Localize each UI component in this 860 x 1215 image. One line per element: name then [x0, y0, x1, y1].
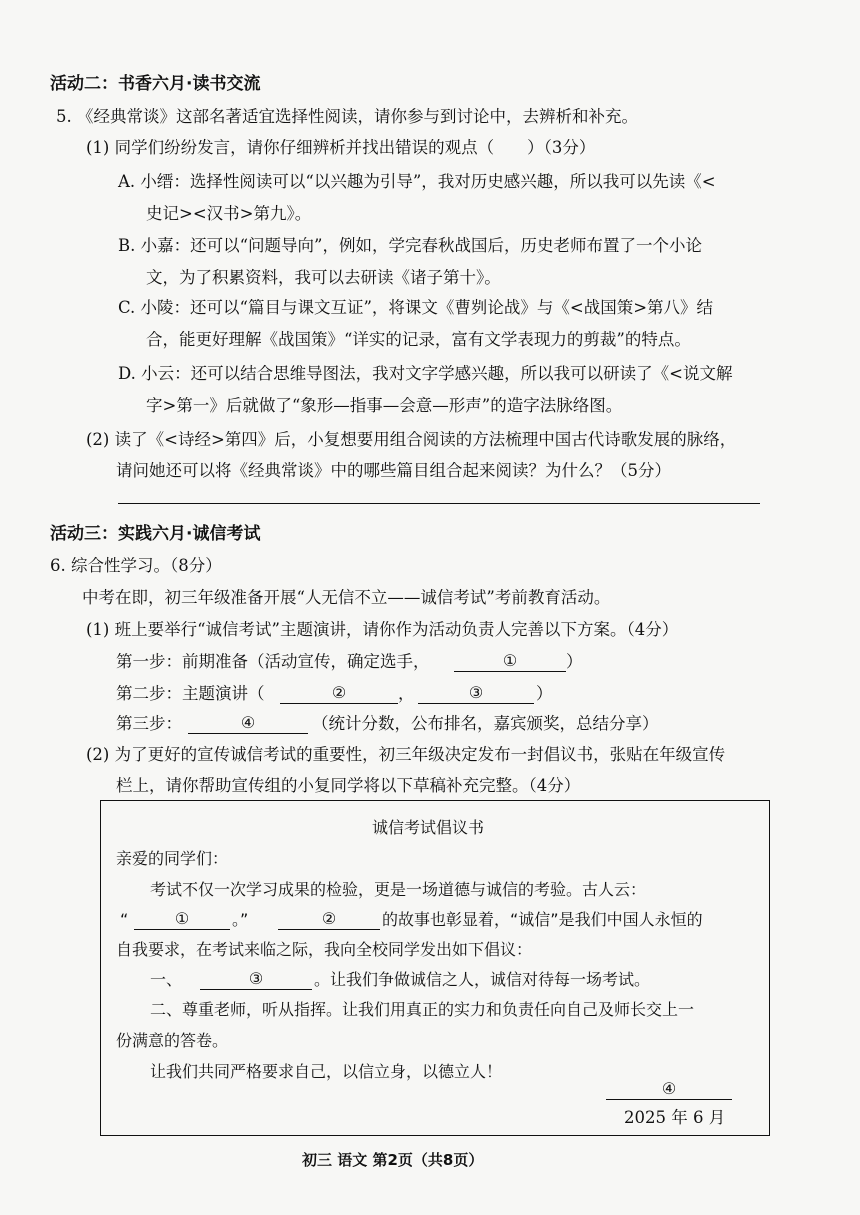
page-footer: 初三 语文 第2页（共8页） [302, 1151, 484, 1169]
step2-comma: ， [398, 684, 415, 703]
question-6-stem: 6. 综合性学习。（8分） [50, 556, 222, 575]
letter-paragraph-1: 考试不仅一次学习成果的检验，更是一场道德与诚信的考验。古人云： [150, 880, 647, 899]
option-d-line1: D. 小云：还可以结合思维导图法，我对文字学感兴趣，所以我可以研读了《<说文解 [118, 364, 733, 383]
letter-title: 诚信考试倡议书 [372, 818, 485, 837]
option-d-line2: 字>第一》后就做了“象形—指事—会意—形声”的造字法脉络图。 [146, 396, 623, 415]
question-6-1-stem: (1) 班上要举行“诚信考试”主题演讲，请你作为活动负责人完善以下方案。（4分） [86, 620, 679, 639]
letter-quote-close: 。” [232, 910, 249, 929]
step2-blank-b[interactable]: ③ [418, 683, 534, 704]
letter-blank-1[interactable]: ① [134, 909, 230, 930]
activity2-title: 活动二：书香六月·读书交流 [50, 74, 261, 94]
step3-prefix: 第三步： [116, 714, 182, 733]
option-b-line1: B. 小嘉：还可以“问题导向”，例如，学完春秋战国后，历史老师布置了一个小论 [118, 236, 702, 255]
option-b-line2: 文，为了积累资料，我可以去研读《诸子第十》。 [146, 268, 501, 287]
option-c-line1: C. 小陵：还可以“篇目与课文互证”，将课文《曹刿论战》与《<战国策>第八》结 [118, 298, 714, 317]
letter-paragraph-2: 的故事也彰显着，“诚信”是我们中国人永恒的 [382, 910, 703, 929]
question-6-intro: 中考在即，初三年级准备开展“人无信不立——诚信考试”考前教育活动。 [82, 588, 611, 607]
letter-paragraph-3: 自我要求，在考试来临之际，我向全校同学发出如下倡议： [116, 940, 533, 959]
step1-blank[interactable]: ① [454, 651, 566, 672]
question-5-2-line1: (2) 读了《<诗经>第四》后，小复想要用组合阅读的方法梳理中国古代诗歌发展的脉络， [86, 430, 737, 449]
letter-date: 2025 年 6 月 [624, 1108, 726, 1127]
step2-prefix: 第二步：主题演讲（ [116, 684, 265, 703]
step1-prefix: 第一步：前期准备（活动宣传，确定选手， [116, 652, 430, 671]
option-a-line2: 史记><汉书>第九》。 [146, 204, 312, 223]
question-5-stem: 5. 《经典常谈》这部名著适宜选择性阅读，请你参与到讨论中，去辨析和补充。 [56, 107, 638, 126]
letter-signature-blank[interactable]: ④ [606, 1079, 732, 1100]
letter-item-1-prefix: 一、 [150, 970, 183, 989]
letter-item-1-text: 。让我们争做诚信之人，诚信对待每一场考试。 [314, 970, 651, 989]
letter-closing: 让我们共同严格要求自己，以信立身，以德立人！ [150, 1062, 503, 1081]
letter-blank-3[interactable]: ③ [200, 969, 312, 990]
answer-line-5-2[interactable] [118, 503, 760, 504]
step2-blank-a[interactable]: ② [280, 683, 398, 704]
question-6-2-line1: (2) 为了更好的宣传诚信考试的重要性，初三年级决定发布一封倡议书，张贴在年级宣传 [86, 745, 726, 764]
letter-blank-2[interactable]: ② [278, 909, 380, 930]
letter-salutation: 亲爱的同学们： [116, 849, 229, 868]
question-6-2-line2: 栏上，请你帮助宣传组的小复同学将以下草稿补充完整。（4分） [116, 776, 581, 795]
option-c-line2: 合，能更好理解《战国策》“详实的记录，富有文学表现力的剪裁”的特点。 [146, 330, 691, 349]
letter-item-2-line1: 二、尊重老师，听从指挥。让我们用真正的实力和负责任向自己及师长交上一 [150, 1000, 695, 1019]
step3-suffix: （统计分数，公布排名，嘉宾颁奖，总结分享） [312, 714, 659, 733]
activity3-title: 活动三：实践六月·诚信考试 [50, 524, 261, 544]
letter-item-2-line2: 份满意的答卷。 [116, 1031, 229, 1050]
step1-suffix: ） [566, 652, 583, 671]
question-5-1-stem: (1) 同学们纷纷发言，请你仔细辨析并找出错误的观点（ ）（3分） [86, 138, 596, 157]
option-a-line1: A. 小缙：选择性阅读可以“以兴趣为引导”，我对历史感兴趣，所以我可以先读《< [118, 172, 716, 191]
question-5-2-line2: 请问她还可以将《经典常谈》中的哪些篇目组合起来阅读？为什么？（5分） [116, 461, 671, 480]
letter-quote-open: “ [120, 910, 129, 929]
step2-suffix: ） [536, 684, 553, 703]
step3-blank[interactable]: ④ [188, 713, 308, 734]
